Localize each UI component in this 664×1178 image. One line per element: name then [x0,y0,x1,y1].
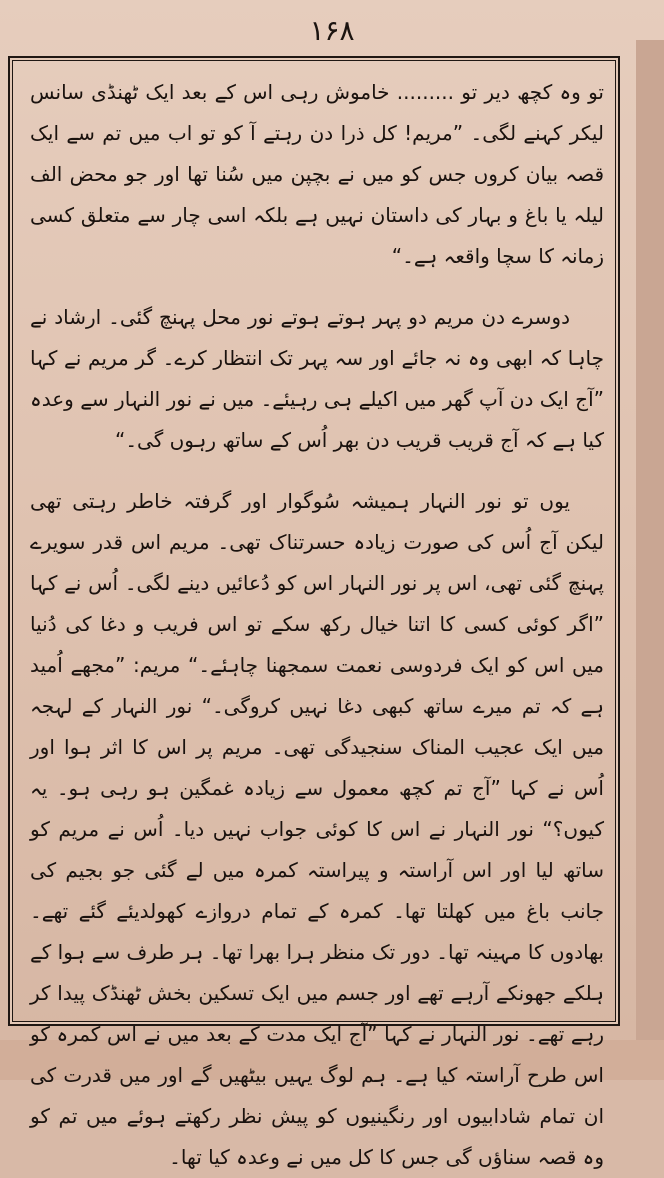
page-number: ۱۶۸ [309,14,355,47]
page-edge-right [636,40,664,1080]
paragraph: تو وہ کچھ دیر تو ......... خاموش رہی اس کے بعد ایک ٹھنڈی سانس لیکر کہنے لگی۔ ”مریم! کل ذرا دن رہتے آ کو تو اب میں تم سے ایک قصہ بیان کروں جس کو میں نے بچپن میں سُنا تھا اور جو محض الف لیلہ یا باغ و بہار کی داستان نہیں ہے بلکہ اسی چار سے متعلق کسی زمانہ کا سچا واقعہ ہے۔“ [30,80,604,268]
paragraph: دوسرے دن مریم دو پہر ہوتے ہوتے نور محل پہنچ گئی۔ ارشاد نے چاہا کہ ابھی وہ نہ جائے اور سہ پہر تک انتظار کرے۔ گر مریم نے کہا ”آج ایک دن آپ گھر میں اکیلے ہی رہیئے۔ میں نے نور النہار سے وعدہ کیا ہے کہ آج قریب قریب دن بھر اُس کے ساتھ رہوں گی۔“ [30,305,604,452]
paragraph: یوں تو نور النہار ہمیشہ سُوگوار اور گرفتہ خاطر رہتی تھی لیکن آج اُس کی صورت زیادہ حسرتناک تھی۔ مریم اس قدر سویرے پہنچ گئی تھی، اس پر نور النہار اس کو دُعائیں دینے لگی۔ اُس نے کہا ”اگر کوئی کسی کا اتنا خیال رکھ سکے تو اس فریب و دغا کی دُنیا میں اس کو ایک فردوسی نعمت سمجھنا چاہئے۔“ مریم: ”مجھے اُمید ہے کہ تم میرے ساتھ کبھی دغا نہیں کروگی۔“ نور النہار کے لہجہ میں ایک عجیب المناک سنجیدگی تھی۔ مریم پر اس کا اثر ہوا اور اُس نے کہا ”آج تم کچھ معمول سے زیادہ غمگین ہو رہی ہو۔ یہ کیوں؟“ نور النہار نے اس کا کوئی جواب نہیں دیا۔ اُس نے مریم کو ساتھ لیا اور اس آراستہ و پیراستہ کمرہ میں لے گئی جو بجیم کی جانب باغ میں کھلتا تھا۔ کمرہ کے تمام دروازے کھولدیئے گئے تھے۔ بھادوں کا مہینہ تھا۔ دور تک منظر ہرا بھرا تھا۔ ہر طرف سے ہوا کے ہلکے جھونکے آرہے تھے اور جسم میں ایک تسکین بخش ٹھنڈک پیدا کر رہے تھے۔ نور النہار نے کہا ”آج ایک مدت کے بعد میں نے اس کمرہ کو اس طرح آراستہ کیا ہے۔ ہم لوگ یہیں بیٹھیں گے اور میں قدرت کی ان تمام شادابیوں اور رنگینیوں کو پیش نظر رکھتے ہوئے میں تم کو وہ قصہ سناؤں گی جس کا کل میں نے وعدہ کیا تھا۔ [30,489,604,1169]
body-text [30,72,604,1169]
